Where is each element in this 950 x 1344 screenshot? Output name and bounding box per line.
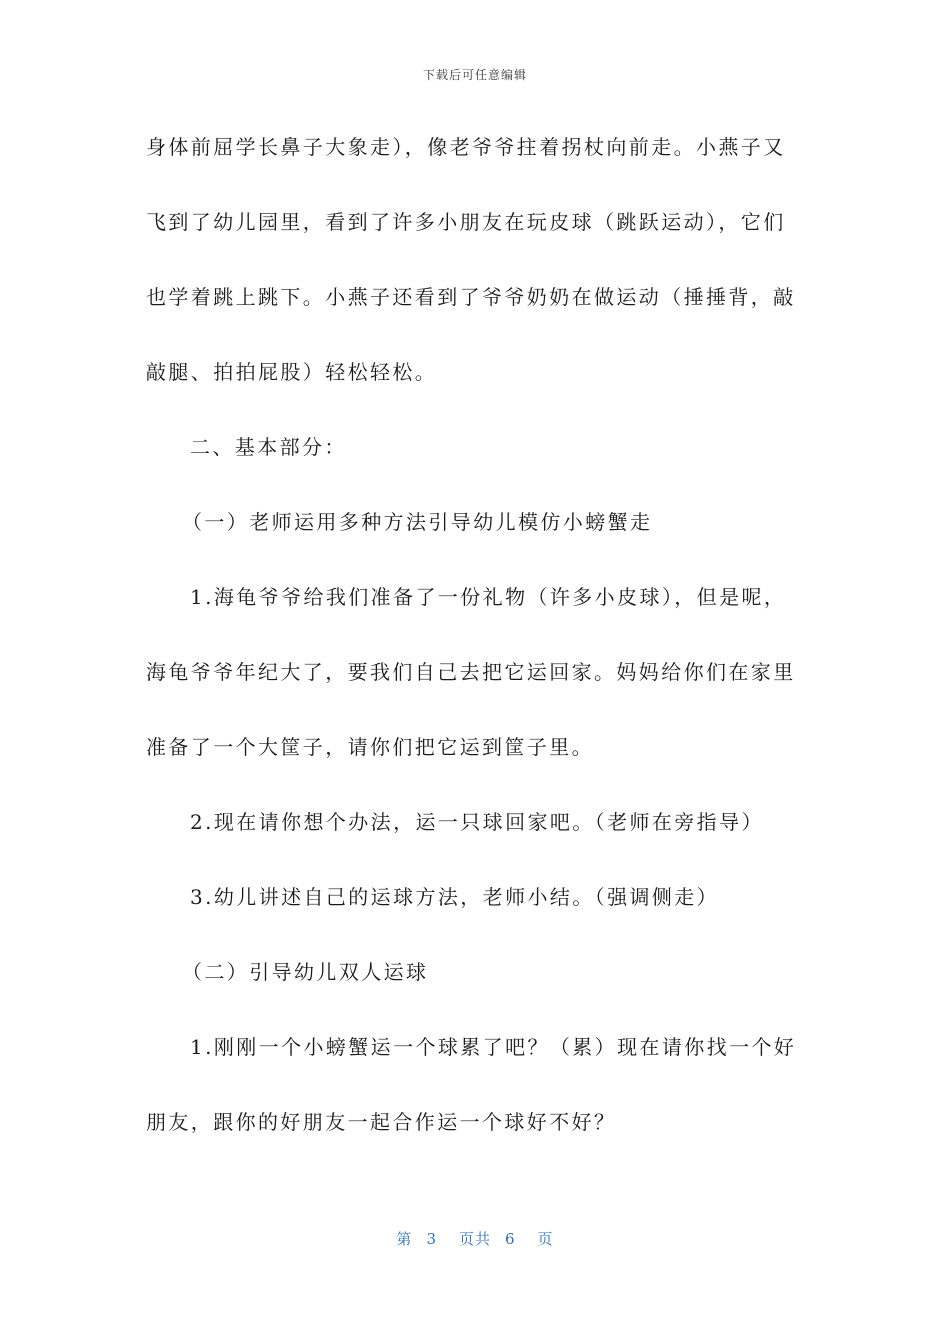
paragraph-line: 1.刚刚一个小螃蟹运一个球累了吧？（累）现在请你找一个好 — [190, 1035, 797, 1059]
header-note: 下载后可任意编辑 — [422, 68, 527, 82]
paragraph-line: 海龟爷爷年纪大了，要我们自己去把它运回家。妈妈给你们在家里 — [146, 660, 796, 684]
total-pages-number: 6 — [505, 1230, 516, 1248]
paragraph-line: 敲腿、拍拍屁股）轻松轻松。 — [146, 360, 438, 384]
paragraph-line: 身体前屈学长鼻子大象走），像老爷爷拄着拐杖向前走。小燕子又 — [146, 135, 786, 159]
footer-prefix: 第 — [396, 1230, 413, 1248]
paragraph-line: 也学着跳上跳下。小燕子还看到了爷爷奶奶在做运动（捶捶背，敲 — [146, 285, 796, 309]
document-body — [146, 127, 797, 1177]
paragraph-line: 3.幼儿讲述自己的运球方法，老师小结。（强调侧走） — [190, 885, 720, 909]
paragraph-line: 1.海龟爷爷给我们准备了一份礼物（许多小皮球），但是呢， — [190, 585, 787, 609]
current-page-number: 3 — [426, 1230, 437, 1248]
paragraph-line: 准备了一个大筐子，请你们把它运到筐子里。 — [146, 735, 594, 759]
section-heading: 二、基本部分： — [190, 435, 347, 459]
footer-suffix: 页 — [537, 1230, 554, 1248]
paragraph-line: 2.现在请你想个办法，运一只球回家吧。（老师在旁指导） — [190, 810, 764, 834]
paragraph-line: 朋友，跟你的好朋友一起合作运一个球好不好？ — [146, 1110, 617, 1134]
subsection-heading: （一）老师运用多种方法引导幼儿模仿小螃蟹走 — [182, 510, 653, 534]
subsection-heading: （二）引导幼儿双人运球 — [182, 960, 429, 984]
footer-middle: 页共 — [458, 1230, 491, 1248]
paragraph-line: 飞到了幼儿园里，看到了许多小朋友在玩皮球（跳跃运动），它们 — [146, 210, 786, 234]
page-footer — [0, 1228, 950, 1249]
